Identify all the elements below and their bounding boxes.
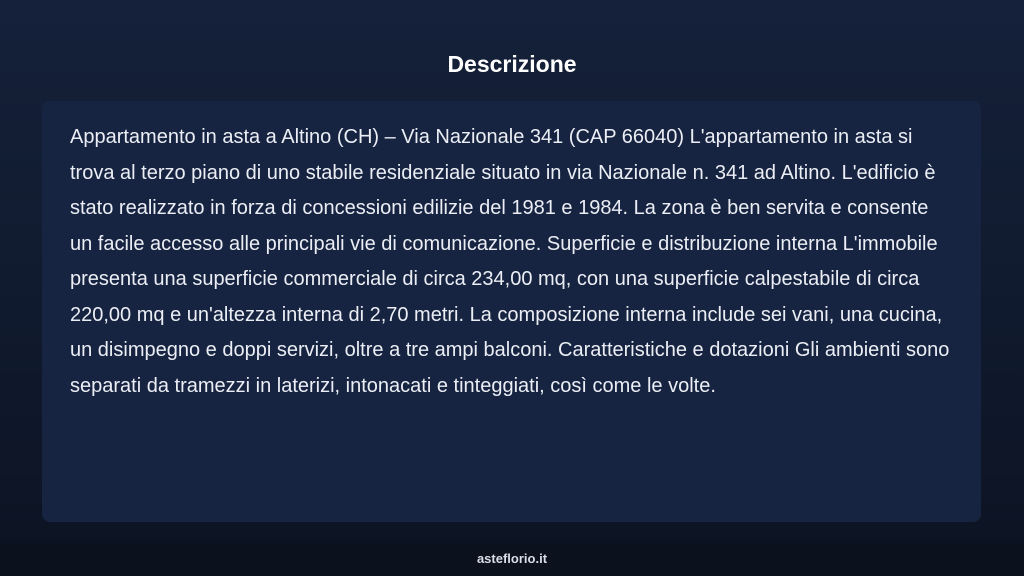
page-title: Descrizione: [447, 51, 577, 77]
description-card: [42, 101, 981, 522]
description-text: Appartamento in asta a Altino (CH) – Via Nazionale 341 (CAP 66040) L'appartamento in asta si trova al terzo piano di uno stabile residenziale situato in via Nazionale n. 341 ad Altino. L'edificio è stato realizzato in forza di concessioni edilizie del 1981 e 1984. La zona è ben servita e consente un facile accesso alle principali vie di comunicazione. Superficie e distribuzione interna L'immobile presenta una superficie commerciale di circa 234,00 mq, con una superficie calpestabile di circa 220,00 mq e un'altezza interna di 2,70 metri. La composizione interna include sei vani, una cucina, un disimpegno e doppi servizi, oltre a tre ampi balconi. Caratteristiche e dotazioni Gli ambienti sono separati da tramezzi in laterizi, intonacati e tinteggiati, così come le volte.: [70, 126, 950, 397]
footer-bar: [0, 543, 1024, 576]
footer-site-label: asteflorio.it: [476, 551, 548, 566]
